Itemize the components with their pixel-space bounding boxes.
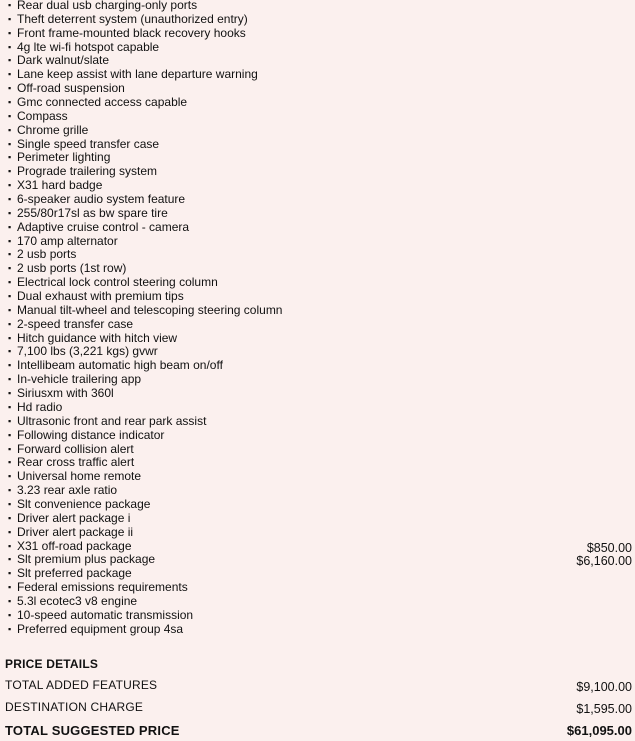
bullet-icon: ▪ (8, 138, 12, 149)
feature-label: Driver alert package i (17, 510, 131, 525)
bullet-icon: ▪ (8, 332, 12, 343)
bullet-icon: ▪ (8, 110, 12, 121)
total-added-features-row (0, 678, 635, 696)
bullet-icon: ▪ (8, 97, 12, 108)
feature-label: Universal home remote (17, 469, 142, 484)
feature-item (0, 27, 635, 41)
feature-label: X31 off-road package (17, 538, 132, 553)
feature-label: Lane keep assist with lane departure warning (17, 67, 258, 82)
feature-item (0, 415, 635, 429)
bullet-icon: ▪ (8, 415, 12, 426)
feature-price: $850.00 (586, 540, 632, 555)
feature-label: Hitch guidance with hitch view (17, 330, 178, 345)
feature-item (0, 96, 635, 110)
feature-label: Rear cross traffic alert (17, 455, 135, 470)
feature-label: Forward collision alert (17, 441, 134, 456)
feature-label: Siriusxm with 360l (17, 386, 114, 401)
feature-item (0, 179, 635, 193)
bullet-icon: ▪ (8, 443, 12, 454)
bullet-icon: ▪ (8, 27, 12, 38)
feature-label: 6-speaker audio system feature (17, 192, 186, 207)
feature-label: Theft deterrent system (unauthorized entry) (17, 11, 248, 26)
bullet-icon: ▪ (8, 13, 12, 24)
total-added-features-value: $9,100.00 (576, 680, 632, 694)
bullet-icon: ▪ (8, 457, 12, 468)
feature-item (0, 13, 635, 27)
feature-label: 2-speed transfer case (17, 316, 134, 331)
feature-label: Preferred equipment group 4sa (17, 621, 184, 636)
feature-item (0, 235, 635, 249)
feature-label: 2 usb ports (17, 247, 77, 262)
feature-label: Slt preferred package (17, 566, 132, 581)
feature-price: $6,160.00 (576, 554, 632, 569)
feature-label: Single speed transfer case (17, 136, 160, 151)
bullet-icon: ▪ (8, 540, 12, 551)
bullet-icon: ▪ (8, 485, 12, 496)
bullet-icon: ▪ (8, 374, 12, 385)
bullet-icon: ▪ (8, 263, 12, 274)
bullet-icon: ▪ (8, 346, 12, 357)
bullet-icon: ▪ (8, 41, 12, 52)
feature-label: X31 hard badge (17, 178, 103, 193)
bullet-icon: ▪ (8, 318, 12, 329)
bullet-icon: ▪ (8, 83, 12, 94)
bullet-icon: ▪ (8, 582, 12, 593)
feature-item (0, 540, 635, 554)
bullet-icon: ▪ (8, 304, 12, 315)
feature-label: Perimeter lighting (17, 150, 111, 165)
destination-charge-value: $1,595.00 (576, 702, 632, 716)
feature-label: 7,100 lbs (3,221 kgs) gvwr (17, 344, 158, 359)
bullet-icon: ▪ (8, 360, 12, 371)
bullet-icon: ▪ (8, 498, 12, 509)
feature-item (0, 345, 635, 359)
feature-item (0, 54, 635, 68)
feature-item (0, 456, 635, 470)
feature-item (0, 0, 635, 13)
feature-item (0, 609, 635, 623)
total-suggested-price-row (0, 723, 635, 741)
feature-label: Compass (17, 108, 68, 123)
feature-item (0, 165, 635, 179)
feature-item (0, 151, 635, 165)
feature-item (0, 429, 635, 443)
feature-label: Gmc connected access capable (17, 95, 188, 110)
feature-label: Following distance indicator (17, 427, 165, 442)
feature-label: In-vehicle trailering app (17, 372, 142, 387)
feature-item (0, 318, 635, 332)
feature-label: Dual exhaust with premium tips (17, 289, 184, 304)
bullet-icon: ▪ (8, 554, 12, 565)
feature-label: Hd radio (17, 399, 63, 414)
feature-item (0, 470, 635, 484)
feature-label: 170 amp alternator (17, 233, 118, 248)
feature-item (0, 41, 635, 55)
feature-item (0, 207, 635, 221)
bullet-icon: ▪ (8, 166, 12, 177)
feature-label: 2 usb ports (1st row) (17, 261, 127, 276)
bullet-icon: ▪ (8, 388, 12, 399)
feature-label: 10-speed automatic transmission (17, 607, 194, 622)
bullet-icon: ▪ (8, 69, 12, 80)
feature-item (0, 332, 635, 346)
feature-item (0, 595, 635, 609)
feature-item (0, 401, 635, 415)
feature-item (0, 193, 635, 207)
feature-label: Ultrasonic front and rear park assist (17, 413, 207, 428)
feature-item (0, 221, 635, 235)
bullet-icon: ▪ (8, 568, 12, 579)
feature-item (0, 567, 635, 581)
bullet-icon: ▪ (8, 595, 12, 606)
feature-item (0, 276, 635, 290)
bullet-icon: ▪ (8, 609, 12, 620)
bullet-icon: ▪ (8, 235, 12, 246)
total-suggested-price-value: $61,095.00 (566, 723, 632, 738)
feature-item (0, 262, 635, 276)
feature-item (0, 359, 635, 373)
bullet-icon: ▪ (8, 124, 12, 135)
feature-label: Driver alert package ii (17, 524, 134, 539)
bullet-icon: ▪ (8, 429, 12, 440)
feature-item (0, 290, 635, 304)
bullet-icon: ▪ (8, 0, 12, 10)
feature-item (0, 498, 635, 512)
feature-label: Dark walnut/slate (17, 53, 110, 68)
destination-charge-label: DESTINATION CHARGE (5, 700, 144, 714)
feature-label: Adaptive cruise control - camera (17, 219, 190, 234)
feature-item (0, 138, 635, 152)
feature-item (0, 526, 635, 540)
feature-item (0, 443, 635, 457)
feature-item (0, 553, 635, 567)
feature-label: Rear dual usb charging-only ports (17, 0, 198, 12)
feature-item (0, 248, 635, 262)
feature-label: Off-road suspension (17, 81, 125, 96)
feature-item (0, 304, 635, 318)
destination-charge-row (0, 700, 635, 718)
feature-label: Electrical lock control steering column (17, 275, 218, 290)
total-added-features-label: TOTAL ADDED FEATURES (5, 678, 158, 692)
total-suggested-price-label: TOTAL SUGGESTED PRICE (5, 723, 180, 738)
feature-label: Chrome grille (17, 122, 89, 137)
feature-label: 255/80r17sl as bw spare tire (17, 205, 168, 220)
bullet-icon: ▪ (8, 249, 12, 260)
feature-item (0, 512, 635, 526)
feature-item (0, 581, 635, 595)
bullet-icon: ▪ (8, 277, 12, 288)
feature-label: Slt convenience package (17, 496, 151, 511)
feature-label: Slt premium plus package (17, 552, 156, 567)
bullet-icon: ▪ (8, 526, 12, 537)
feature-item (0, 82, 635, 96)
bullet-icon: ▪ (8, 471, 12, 482)
bullet-icon: ▪ (8, 55, 12, 66)
feature-label: Federal emissions requirements (17, 580, 188, 595)
price-details-title: PRICE DETAILS (5, 657, 99, 671)
feature-item (0, 387, 635, 401)
bullet-icon: ▪ (8, 152, 12, 163)
bullet-icon: ▪ (8, 207, 12, 218)
feature-label: Front frame-mounted black recovery hooks (17, 25, 246, 40)
bullet-icon: ▪ (8, 401, 12, 412)
feature-item (0, 623, 635, 637)
bullet-icon: ▪ (8, 623, 12, 634)
feature-label: 3.23 rear axle ratio (17, 483, 118, 498)
feature-label: Manual tilt-wheel and telescoping steering column (17, 302, 283, 317)
feature-label: Prograde trailering system (17, 164, 158, 179)
feature-item (0, 373, 635, 387)
feature-label: 4g lte wi-fi hotspot capable (17, 39, 160, 54)
feature-item (0, 484, 635, 498)
bullet-icon: ▪ (8, 512, 12, 523)
feature-label: Intellibeam automatic high beam on/off (17, 358, 223, 373)
feature-item (0, 124, 635, 138)
bullet-icon: ▪ (8, 291, 12, 302)
bullet-icon: ▪ (8, 180, 12, 191)
bullet-icon: ▪ (8, 194, 12, 205)
feature-item (0, 110, 635, 124)
bullet-icon: ▪ (8, 221, 12, 232)
feature-item (0, 68, 635, 82)
feature-label: 5.3l ecotec3 v8 engine (17, 593, 138, 608)
